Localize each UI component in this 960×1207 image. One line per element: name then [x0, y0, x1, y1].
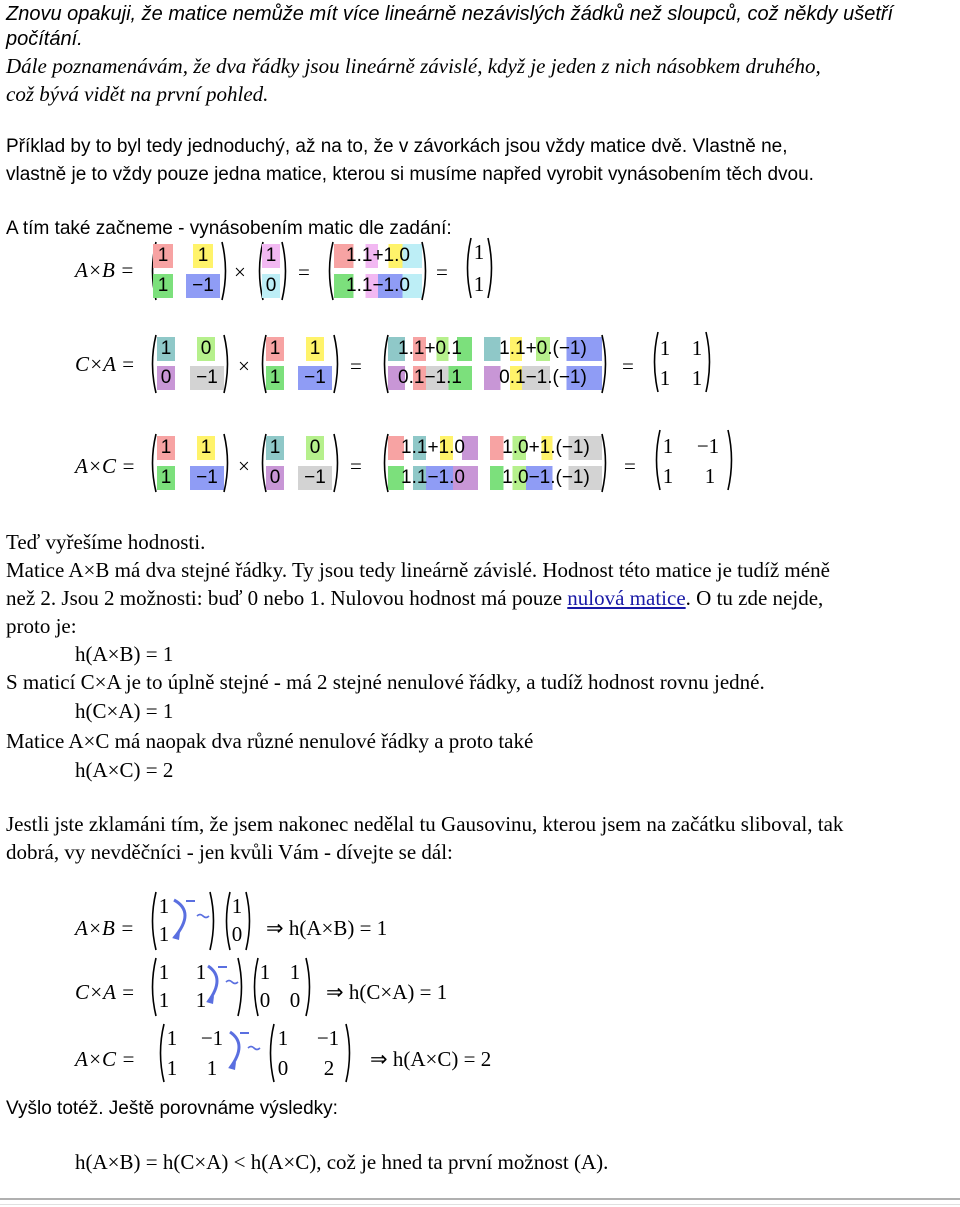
intro-line-3: Dále poznamenávám, že dva řádky jsou lineárně závislé, když je jeden z nich násobkem druhého,: [6, 54, 821, 78]
eq3-m1-cell: 1: [197, 436, 215, 460]
g3-m2-cell: 2: [323, 1056, 335, 1080]
ranks-line-3b: . O tu zde nejde,: [685, 586, 824, 610]
row-operation-arrow-icon: [222, 1026, 266, 1078]
eq3-m2-cell: −1: [298, 466, 332, 490]
rank-cxa: h(C×A) = 1: [75, 699, 174, 723]
eq2-eq2: =: [622, 354, 634, 378]
right-paren-icon: [304, 956, 314, 1018]
g2-m1-cell: 1: [195, 960, 207, 984]
right-paren-icon: [222, 432, 232, 494]
rank-axb: h(A×B) = 1: [75, 642, 174, 666]
eq2-mid-cell: 0.1−1.1: [388, 366, 472, 390]
row-operation-arrow-icon: [200, 960, 240, 1012]
eq2-m1-cell: 0: [197, 337, 215, 361]
eq3-lhs-text: A×C =: [75, 454, 136, 478]
ranks-line-2: Matice A×B má dva stejné řádky. Ty jsou tedy lineárně závislé. Hodnost této matice je tudíž méně: [6, 558, 830, 582]
eq3-m1-cell: 1: [157, 466, 175, 490]
intro-line-1: Znovu opakuji, že matice nemůže mít více lineárně nezávislých žádků než sloupců, což někdy ušetří: [6, 3, 894, 25]
g2-m1-cell: 1: [195, 988, 207, 1012]
eq3-res-cell: −1: [696, 434, 720, 458]
zero-matrix-link[interactable]: nulová matice: [567, 586, 686, 610]
para1-line-1: Příklad by to byl tedy jednoduchý, až na to, že v závorkách jsou vždy matice dvě. Vlastně ne,: [6, 136, 788, 157]
left-paren-icon: [266, 1022, 276, 1084]
eq3-mid-cell: 1.0+1.(−1): [490, 436, 602, 460]
g3-m2-cell: 0: [277, 1056, 289, 1080]
right-paren-icon: [600, 333, 610, 395]
g1-m2-cell: 0: [231, 922, 243, 946]
g3-m2-cell: −1: [316, 1026, 340, 1050]
ranks-line-5: S maticí C×A je to úplně stejné - má 2 stejné nenulové řádky, a tudíž hodnost rovnu jedné.: [6, 670, 765, 694]
para1-line-2: vlastně je to vždy pouze jedna matice, kterou si musíme napřed vyrobit vynásobením těch dvou.: [6, 164, 814, 185]
eq1-lhs: A×B =: [75, 258, 135, 282]
eq3-m1-cell: 1: [157, 436, 175, 460]
gauss-line-1: Jestli jste zklamáni tím, že jsem nakonec nedělal tu Gausovinu, kterou jsem na začátku sliboval, tak: [6, 812, 844, 836]
right-paren-icon: [208, 890, 218, 952]
eq3-m2-cell: 0: [306, 436, 324, 460]
eq2-lhs: C×A =: [75, 352, 136, 376]
g2-rank: ⇒ h(C×A) = 1: [326, 980, 448, 1004]
g3-rank: ⇒ h(A×C) = 2: [370, 1047, 492, 1071]
ranks-line-3a: než 2. Jsou 2 možnosti: buď 0 nebo 1. Nulovou hodnost má pouze: [6, 586, 568, 610]
eq2-mid-cell: 0.1−1.(−1): [484, 366, 602, 390]
ranks-line-6: Matice A×C má naopak dva různé nenulové řádky a proto také: [6, 729, 534, 753]
eq3-m2-cell: 1: [266, 436, 284, 460]
eq1-res-cell: 1: [473, 272, 485, 296]
eq1-mid-cell: 1.1−1.0: [334, 274, 422, 298]
g2-m2-cell: 1: [289, 960, 301, 984]
eq1-res-cell: 1: [473, 240, 485, 264]
right-paren-icon: [486, 236, 496, 300]
eq1-times: ×: [234, 260, 246, 284]
right-paren-icon: [726, 428, 736, 492]
eq3-mid-cell: 1.1+1.0: [388, 436, 478, 460]
g3-m1-cell: −1: [200, 1026, 224, 1050]
eq3-eq2: =: [624, 454, 636, 478]
eq2-res-cell: 1: [691, 336, 703, 360]
right-paren-icon: [280, 240, 290, 302]
eq2-m1-cell: 0: [157, 366, 175, 390]
eq2-m2-cell: 1: [266, 337, 284, 361]
eq2-mid-cell: 1.1+0.1: [388, 337, 472, 361]
g1-m1-cell: 1: [158, 922, 170, 946]
eq2-m1-cell: 1: [157, 337, 175, 361]
para2-text: A tím také začneme - vynásobením matic dle zadání:: [6, 218, 452, 239]
g3-m2-cell: 1: [277, 1026, 289, 1050]
g2-m2-cell: 0: [259, 988, 271, 1012]
g2-m1-cell: 1: [158, 988, 170, 1012]
eq1-m2-cell: 0: [262, 274, 280, 298]
ranks-line-3: [6, 584, 823, 613]
g2-m2-cell: 1: [259, 960, 271, 984]
eq1-m1-cell: 1: [153, 244, 173, 268]
right-paren-icon: [236, 956, 246, 1018]
eq2-m1-cell: −1: [190, 366, 224, 390]
ranks-line-4: proto je:: [6, 614, 77, 638]
eq1-m1-cell: 1: [193, 244, 213, 268]
outro-line-2: h(A×B) = h(C×A) < h(A×C), což je hned ta první možnost (A).: [75, 1150, 609, 1174]
eq3-m2-cell: 0: [266, 466, 284, 490]
eq1-m1-cell: 1: [153, 274, 173, 298]
eq2-res-cell: 1: [659, 366, 671, 390]
row-operation-arrow-icon: [162, 894, 212, 946]
eq3-times: ×: [238, 454, 250, 478]
gauss-line-2: dobrá, vy nevděčníci - jen kvůli Vám - dívejte se dál:: [6, 840, 453, 864]
intro-line-4: což bývá vidět na první pohled.: [6, 82, 269, 106]
eq3-res-cell: 1: [662, 464, 674, 488]
g3-lhs: [75, 1045, 135, 1074]
eq1-mid-cell: 1.1+1.0: [334, 244, 422, 268]
g3-m1-cell: 1: [206, 1056, 218, 1080]
eq1-m1-cell: −1: [186, 274, 220, 298]
g1-m2-cell: 1: [231, 894, 243, 918]
g3-lhs-text: A×C =: [75, 1047, 136, 1071]
g1-lhs: A×B =: [75, 916, 135, 940]
eq2-mid-cell: 1.1+0.(−1): [484, 337, 602, 361]
eq2-times: ×: [238, 354, 250, 378]
rank-axc: h(A×C) = 2: [75, 758, 174, 782]
eq3-lhs: [75, 452, 135, 481]
right-paren-icon: [332, 432, 342, 494]
right-paren-icon: [332, 333, 342, 395]
eq3-res-cell: 1: [662, 434, 674, 458]
eq2-m2-cell: −1: [298, 366, 332, 390]
g2-m2-cell: 0: [289, 988, 301, 1012]
eq3-m1-cell: −1: [190, 466, 224, 490]
g2-lhs: C×A =: [75, 980, 136, 1004]
right-paren-icon: [222, 333, 232, 395]
right-paren-icon: [704, 330, 714, 394]
right-paren-icon: [420, 240, 430, 302]
eq1-eq2: =: [436, 260, 448, 284]
eq3-eq: =: [350, 454, 362, 478]
g3-m1-cell: 1: [166, 1026, 178, 1050]
eq1-eq: =: [298, 260, 310, 284]
eq2-eq: =: [350, 354, 362, 378]
right-paren-icon: [344, 1022, 354, 1084]
right-paren-icon: [244, 890, 254, 952]
eq3-mid-cell: 1.0−1.(−1): [490, 466, 602, 490]
eq3-mid-cell: 1.1−1.0: [388, 466, 478, 490]
horizontal-rule: [0, 1198, 960, 1205]
g1-rank: ⇒ h(A×B) = 1: [266, 916, 388, 940]
eq2-m2-cell: 1: [266, 366, 284, 390]
g2-m1-cell: 1: [158, 960, 170, 984]
outro-line-1: Vyšlo totéž. Ještě porovnáme výsledky:: [6, 1098, 338, 1119]
right-paren-icon: [600, 432, 610, 494]
eq3-res-cell: 1: [704, 464, 716, 488]
g3-m1-cell: 1: [166, 1056, 178, 1080]
intro-line-2: počítání.: [6, 28, 83, 50]
eq2-m2-cell: 1: [306, 337, 324, 361]
ranks-intro: Teď vyřešíme hodnosti.: [6, 530, 206, 554]
eq2-res-cell: 1: [659, 336, 671, 360]
right-paren-icon: [220, 240, 230, 302]
eq1-m2-cell: 1: [262, 244, 280, 268]
eq2-res-cell: 1: [691, 366, 703, 390]
g1-m1-cell: 1: [158, 894, 170, 918]
